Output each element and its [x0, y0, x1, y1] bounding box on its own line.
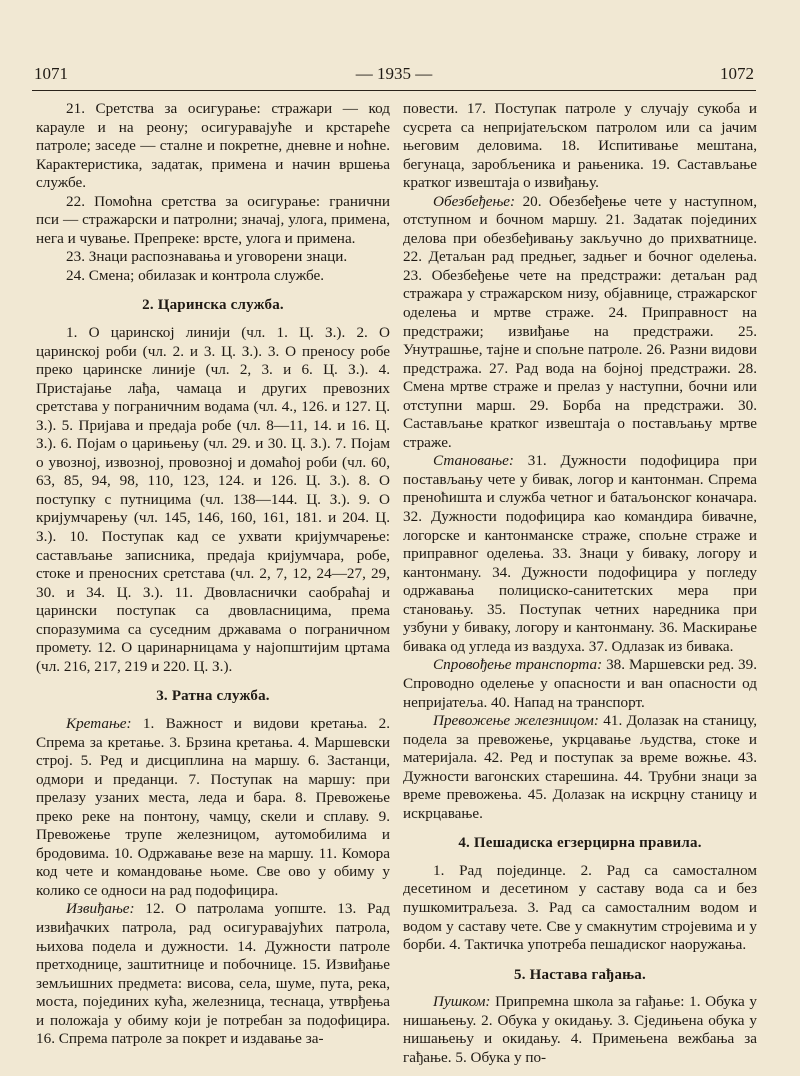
paragraph-24: 24. Смена; обилазак и контрола службе.	[66, 266, 325, 284]
paragraph-22: 22. Помоћна сретства за осигурање: гранични пси — стражарски и патролни; значај, улога, примена, нега и чување. Препреке: врсте, улога и примена.	[36, 192, 390, 247]
year-heading: — 1935 —	[355, 64, 433, 83]
movement-text: 1. Важност и видови кретања. 2. Спрема за кретање. 3. Брзина кретања. 4. Маршевски строј. 5. Ред и дисциплина на маршу. 6. Застанци, одмори и преданци. 7. Поступак на маршу: при прелазу узаних места, леда и бара. 8. Превожење преко реке на понтону, чамцу, скели и сплаву. 9. Превожење трупе железницом, аутомобилима и бродовима. 10. Одржавање везе на маршу. 11. Комора код чете и командовање њоме. Све ово у обиму у колико се односи на рад подофицира.	[36, 714, 390, 899]
paragraph-21: 21. Сретства за осигурање: стражари — код карауле и на реону; осигуравајуће и крстареће патроле; заседе — сталне и покретне, дневне и ноћне. Карактеристика, задатак, примена и начин вршења службе.	[36, 100, 390, 192]
page-number-left: 1071	[34, 64, 68, 83]
section-heading-customs: 2. Царинска служба.	[142, 297, 284, 314]
rail-transport-label: Превожење железницом:	[433, 712, 599, 730]
reconnaissance-text: 12. О патролама уопште. 13. Рад извиђачких патрола, рад осигуравајућих патрола, њихова подела и дужности. 14. Дужности патроле претходнице, заштитнице и побочнице. 15. Извиђање земљишних предмета: висова, села, шуме, пута, река, моста, појединих кућа, железница, теснаца, утврђења и положаја у обиму који је потребан за подофицира. 16. Спрема патроле за покрет и издавање за-	[36, 900, 390, 1048]
section-heading-shooting: 5. Настава гађања.	[514, 966, 646, 983]
convoy-text: 38. Маршевски ред. 39. Спроводно оделење у опасности и ван опасности од непријатеља. 40. Напад на транспорт.	[403, 656, 757, 711]
reconnaissance-label: Извиђање:	[66, 900, 135, 918]
continued-paragraph: повести. 17. Поступак патроле у случају сукоба и сусрета са непријатељском патролом или са јачим његовим деловима. 18. Испитивање мештана, бегунаца, заробљеника и рањеника. 19. Састављање кратког извештаја о извиђању.	[403, 100, 757, 192]
header-rule	[32, 90, 756, 91]
reconnaissance-paragraph	[36, 900, 390, 1048]
security-paragraph	[403, 193, 757, 453]
quartering-paragraph	[403, 452, 757, 656]
rifle-paragraph	[403, 993, 757, 1067]
security-text: 20. Обезбеђење чете у наступном, отступном и бочном маршу. 21. Задатак појединих делова при обезбеђивању закључно до прихватнице. 22. Детаљан рад предњег, задњег и бочног оделења. 23. Обезбеђење чете на предстражи: детаљан рад стражара у стражарском низу, објавнице, стражарског оделења и мртве страже. 24. Приправност на предстражи; извиђање на предстражи. 25. Унутрашње, тајне и спољне патроле. 26. Разни видови предстража. 27. Рад вода на бојној предстражи. 28. Смена мртве страже и прелаз у наступни, бочни или отступни марш. 29. Борба на предстражи. 30. Састављање кратког извештаја о постављању мртве страже.	[403, 192, 757, 451]
rifle-text: Припремна школа за гађање: 1. Обука у нишањењу. 2. Обука у окидању. 3. Сједињена обука у нишањењу и окидању. 4. Примењена вежбања за гађање. 5. Обука у по-	[403, 993, 757, 1066]
paragraph-23: 23. Знаци распознавања и уговорени знаци.	[66, 248, 348, 266]
quartering-text: 31. Дужности подофицира при постављању чете у бивак, логор и кантонман. Спрема преноћишта и служба четног и батаљонског коначара. 32. Дужности подофицира као командира бивачне, логорске и кантонманске страже, спољне страже и приправног оделења. 33. Знаци у бивaку, логору и кантонману. 34. Дужности подофицира у погледу одржавања полицискo-санитетских мера при становању. 35. Поступак четних наредника при узбуни у бивaку, логору и кантонману. 36. Маскирање бивака од угледа из ваздуха. 37. Одлазак из бивака.	[403, 452, 757, 655]
convoy-paragraph	[403, 656, 757, 712]
left-column	[36, 100, 390, 1049]
section-heading-war-service: 3. Ратна служба.	[156, 688, 270, 705]
rail-transport-paragraph	[403, 712, 757, 823]
security-label: Обезбеђење:	[433, 192, 516, 210]
customs-paragraph: 1. О царинској линији (чл. 1. Ц. З.). 2. О царинској роби (чл. 2. и 3. Ц. З.). 3. О преносу робе преко царинске линије (чл. 2, 3. и 6. Ц. З.). 4. Пристајање лађа, чамаца и других превозних сретстава у пограничним водама (чл. 4., 126. и 127. Ц. З.). 5. Пријава и предаја робе (чл. 8—11, 14. и 16. Ц. З.). 6. Појам о царињењу (чл. 29. и 30. Ц. З.). 7. Појам о увозној, извозној, провозној и домаћој роби (чл. 60, 63, 85, 94, 98, 110, 123, 124. и 126. Ц. З.). 8. О поступку с путницима (чл. 138—144. Ц. З.). 9. О кријумчарењу (чл. 145, 146, 160, 161, 181. и 204. Ц. З.). 10. Поступак кад се ухвати кријумчарење: састављање записника, предаја кријумчара, робе, стоке и преносних сретстава (чл. 2, 7, 12, 24—27, 29, 30. и 34. Ц. З.). 11. Двовласнички саобраћај и царински поступак са двовласницима, према споразумима са суседним државама о пограничном промету. 12. О царинарницама у најопштијим цртама (чл. 216, 217, 219 и 220. Ц. З.).	[36, 324, 390, 675]
convoy-label: Спровођење транспорта:	[433, 656, 603, 674]
right-column	[403, 100, 757, 1067]
movement-label: Кретање:	[66, 714, 132, 732]
page-header	[34, 64, 754, 88]
drill-paragraph: 1. Рад појединце. 2. Рад са самосталном десетином и десетином у саставу вода са и без пушкомитраљеза. 3. Рад са самосталним водом и водом у саставу чете. Све у смакнутим стројевима и у борби. 4. Тактичка употреба пешадиског наоружања.	[403, 861, 757, 954]
page-number-right: 1072	[720, 64, 754, 83]
section-heading-drill: 4. Пешадиска егзерцирна правила.	[458, 835, 702, 852]
quartering-label: Становање:	[433, 452, 514, 470]
rail-transport-text: 41. Долазак на станицу, подела за превожење, укрцавање људства, стоке и материјала. 42. Ред и поступак за време вожње. 43. Дужности вагонских старешина. 44. Трубни знаци за време превожења. 45. Долазак на искрцну станицу и искрцавање.	[403, 712, 758, 822]
movement-paragraph	[36, 715, 390, 900]
rifle-label: Пушком:	[433, 993, 491, 1011]
